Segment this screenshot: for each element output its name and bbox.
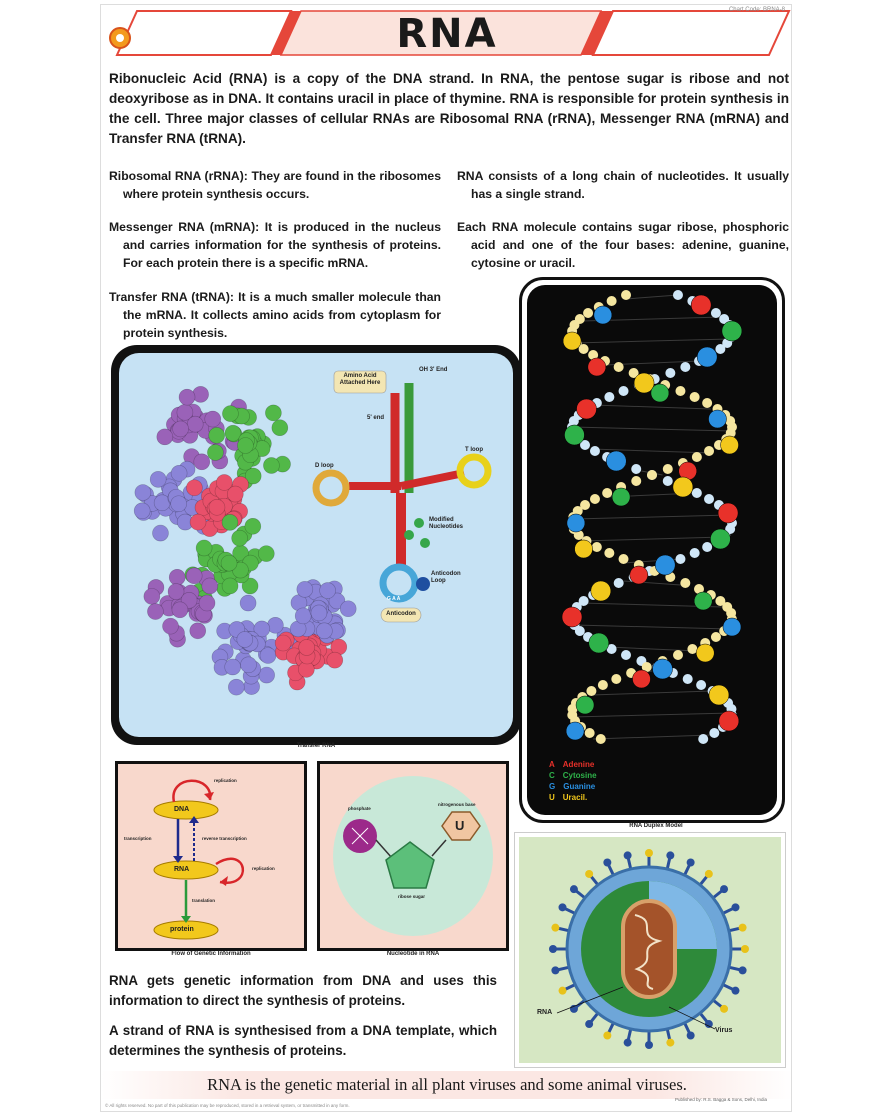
molecule-text: Each RNA molecule contains sugar ribose, phosphoric acid and one of the four bases: adenine, guanine, cytosine or uracil.	[457, 220, 789, 270]
nucleotide-diagram	[320, 764, 506, 948]
duplex-figure-panel	[519, 277, 785, 823]
trna-figure-panel	[111, 345, 521, 745]
rrna-text: Ribosomal RNA (rRNA): They are found in the ribosomes where protein synthesis occurs.	[109, 169, 441, 201]
phosphate-label: phosphate	[348, 806, 371, 811]
sugar-label: ribose sugar	[398, 894, 426, 899]
virus-figure-panel	[515, 833, 785, 1067]
legend-item	[549, 792, 597, 803]
trna-text: Transfer RNA (tRNA): It is a much smaller molecule than the mRNA. It collects amino acids from cytoplasm for protein synthesis.	[109, 290, 441, 340]
publisher-note: Published by: R.S. Bagga & Sons, Delhi, India	[675, 1097, 768, 1102]
genetic-flow-diagram	[118, 764, 304, 948]
replication-label: replication	[214, 778, 237, 783]
legend-letter: A	[549, 760, 555, 769]
virus-rna-label: RNA	[537, 1009, 553, 1016]
legend-letter: C	[549, 771, 555, 780]
nucleotide-caption: Nucleotide in RNA	[386, 951, 440, 957]
trna-caption: Transfer RNA	[296, 743, 336, 749]
base-label: nitrogenous base	[438, 802, 476, 807]
legend-name: Cytosine	[562, 771, 597, 780]
modified-nucleotides-label: Modified Nucleotides	[429, 517, 464, 530]
legend-item	[549, 770, 597, 781]
virus-illustration	[519, 837, 781, 1063]
legend-letter: G	[549, 782, 556, 791]
transcription-label: transcription	[124, 836, 152, 841]
nucleotide-figure-panel	[317, 761, 509, 951]
anticodon-loop-label: Anticodon Loop	[431, 571, 461, 584]
reverse-transcription-label: reverse transcription	[202, 836, 247, 841]
t-loop-label: T loop	[465, 447, 483, 453]
bottom-paragraph-1: RNA gets genetic information from DNA and uses this information to direct the synthesis of proteins.	[109, 973, 497, 1008]
anticodon-label: Anticodon	[386, 611, 416, 617]
bottom-paragraph-2: A strand of RNA is synthesised from a DNA template, which determines the synthesis of proteins.	[109, 1023, 497, 1058]
five-end-label: 5' end	[367, 415, 385, 421]
trna-cloverleaf	[119, 353, 513, 737]
rna-label: RNA	[174, 866, 190, 873]
translation-label: translation	[192, 898, 216, 903]
page-title: RNA	[396, 11, 498, 57]
chain-text: RNA consists of a long chain of nucleotides. It usually has a single strand.	[457, 169, 789, 201]
dna-label: DNA	[174, 806, 190, 813]
legend-name: Uracil.	[562, 793, 588, 802]
protein-label: protein	[170, 926, 194, 933]
poster	[100, 4, 792, 1112]
legend-item	[549, 781, 597, 792]
intro-paragraph: Ribonucleic Acid (RNA) is a copy of the DNA strand. In RNA, the pentose sugar is ribose and not deoxyribose as in DNA. It contains uracil in place of thymine. RNA is responsible for protein synthesis in the cell. Three major classes of cellular RNAs are Ribosomal RNA (rRNA), Messenger RNA (mRNA) and Transfer RNA (tRNA).	[109, 71, 789, 146]
uracil-letter: U	[455, 818, 465, 833]
mrna-text: Messenger RNA (mRNA): It is produced in the nucleus and carries information for the synthesis of proteins. For each protein there is a specific mRNA.	[109, 220, 441, 270]
codon-label: G A A	[387, 596, 401, 602]
tagline: RNA is the genetic material in all plant viruses and some animal viruses.	[101, 1071, 792, 1099]
base-legend	[549, 759, 597, 803]
legend-letter: U	[549, 793, 555, 802]
legend-name: Adenine	[562, 760, 595, 769]
copyright-note: © All rights reserved. No part of this publication may be reproduced, stored in a retrieval system, or transmitted in any form.	[105, 1103, 350, 1108]
legend-item	[549, 759, 597, 770]
legend-name: Guanine	[563, 782, 596, 791]
rna-double-helix	[527, 285, 777, 815]
virus-label: Virus	[715, 1027, 733, 1034]
flow-figure-panel	[115, 761, 307, 951]
flow-caption: Flow of Genetic Information	[171, 951, 251, 957]
chart-code: Chart Code: BRNA-8	[728, 7, 785, 13]
d-loop-label: D loop	[315, 463, 334, 469]
header-banner	[101, 5, 792, 61]
amino-acid-label: Amino Acid Attached Here	[339, 373, 381, 386]
duplex-caption: RNA Duplex Model	[629, 823, 683, 829]
replication2-label: replication	[252, 866, 275, 871]
oh-end-label: OH 3' End	[419, 367, 448, 373]
